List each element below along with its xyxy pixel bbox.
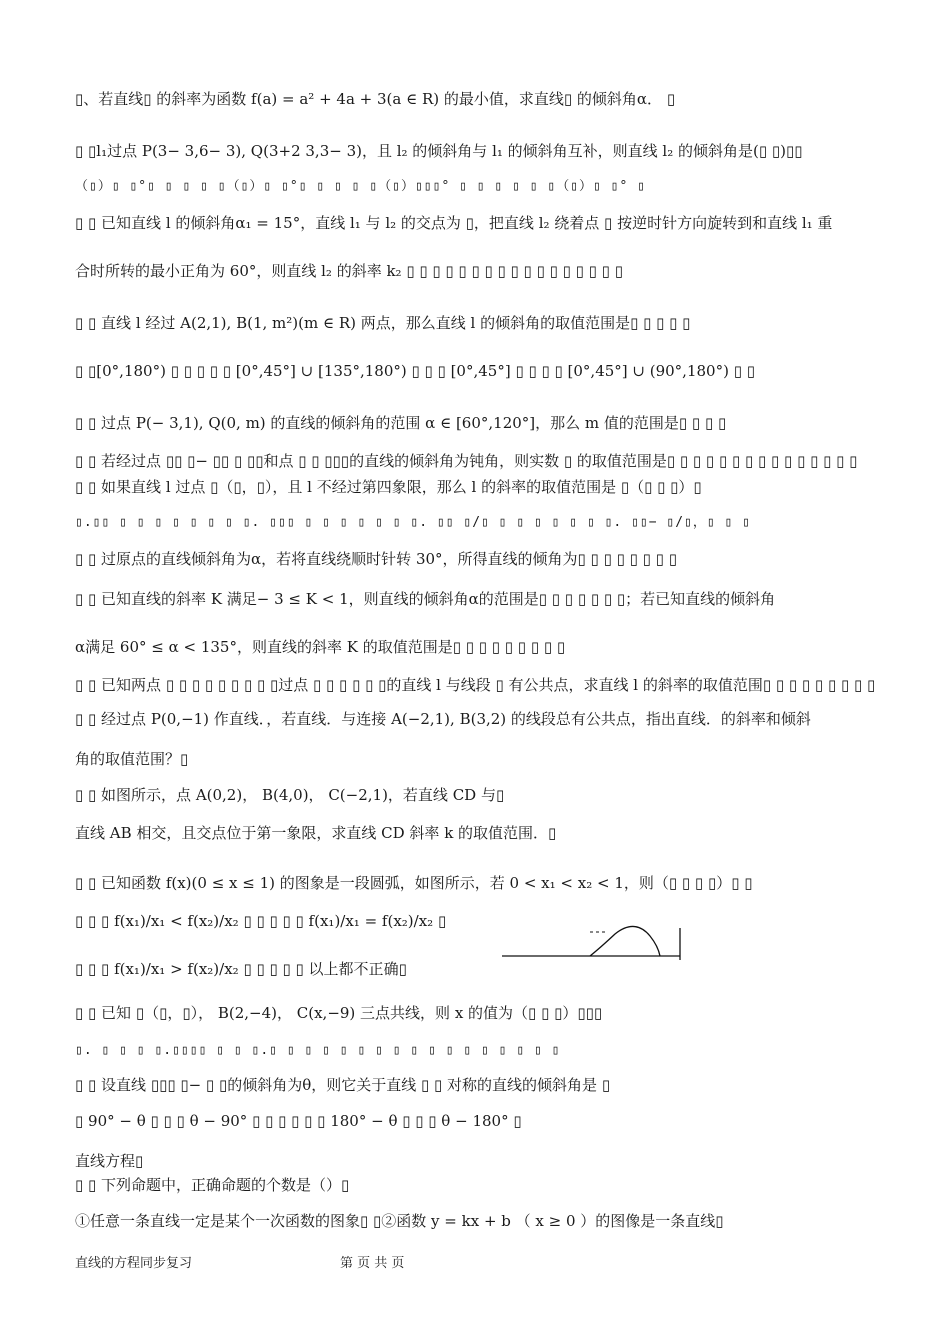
- text-line: ▯ ▯ 直线 l 经过 A(2,1), B(1, m²)(m ∈ R) 两点，那么直线 l 的倾斜角的取值范围是▯ ▯ ▯ ▯ ▯: [75, 314, 691, 332]
- text-line: ▯ ▯ 过点 P(− 3,1), Q(0, m) 的直线的倾斜角的范围 α ∈ [60°,120°]，那么 m 值的范围是▯ ▯ ▯ ▯: [75, 414, 727, 432]
- footer-title: 直线的方程同步复习: [75, 1256, 193, 1271]
- text-line: ▯ ▯l₁过点 P(3− 3,6− 3), Q(3+2 3,3− 3)，且 l₂ 的倾斜角与 l₁ 的倾斜角互补，则直线 l₂ 的倾斜角是(▯ ▯)▯▯: [75, 142, 803, 160]
- arc-curve: [590, 926, 660, 956]
- text-line: ▯ ▯ 过原点的直线倾斜角为α，若将直线绕顺时针转 30°，所得直线的倾角为▯ ▯ ▯ ▯ ▯ ▯ ▯ ▯: [75, 550, 677, 568]
- text-line: ▯、若直线▯ 的斜率为函数 f(a) = a² + 4a + 3(a ∈ R) 的最小值，求直线▯ 的倾斜角α． ▯: [75, 90, 676, 108]
- circular-arc-figure: [500, 918, 690, 968]
- text-line: ▯ ▯ 若经过点 ▯▯ ▯− ▯▯ ▯ ▯▯和点 ▯ ▯ ▯▯▯的直线的倾斜角为钝角，则实数 ▯ 的取值范围是▯ ▯ ▯ ▯ ▯ ▯ ▯ ▯ ▯ ▯ ▯ ▯ ▯ ▯ ▯: [75, 452, 858, 470]
- text-line: ▯ 90° − θ ▯ ▯ ▯ θ − 90° ▯ ▯ ▯ ▯ ▯ ▯ 180° − θ ▯ ▯ ▯ θ − 180° ▯: [75, 1112, 522, 1130]
- text-line: ▯ ▯ ▯ f(x₁)/x₁ < f(x₂)/x₂ ▯ ▯ ▯ ▯ ▯ f(x₁)/x₁ = f(x₂)/x₂ ▯: [75, 912, 447, 930]
- text-line: ▯.▯▯ ▯ ▯ ▯ ▯ ▯ ▯ ▯ ▯. ▯▯▯ ▯ ▯ ▯ ▯ ▯ ▯ ▯. ▯▯ ▯/▯ ▯ ▯ ▯ ▯ ▯ ▯ ▯. ▯▯− ▯/▯，▯ ▯ ▯: [75, 515, 751, 530]
- text-line: ▯ ▯ 已知 ▯（▯，▯）， B(2,−4)， C(x,−9) 三点共线，则 x 的值为（▯ ▯ ▯）▯▯▯: [75, 1004, 603, 1022]
- text-line: ▯ ▯ 已知函数 f(x)(0 ≤ x ≤ 1) 的图象是一段圆弧，如图所示，若 0 < x₁ < x₂ < 1，则（▯ ▯ ▯ ▯）▯ ▯: [75, 874, 753, 892]
- section-heading: 直线方程▯: [75, 1152, 144, 1170]
- text-line: 合时所转的最小正角为 60°，则直线 l₂ 的斜率 k₂ ▯ ▯ ▯ ▯ ▯ ▯ ▯ ▯ ▯ ▯ ▯ ▯ ▯ ▯ ▯ ▯ ▯: [75, 262, 623, 280]
- text-line: α满足 60° ≤ α < 135°，则直线的斜率 K 的取值范围是▯ ▯ ▯ ▯ ▯ ▯ ▯ ▯ ▯: [75, 638, 566, 656]
- text-line: ▯ ▯ 设直线 ▯▯▯ ▯− ▯ ▯的倾斜角为θ，则它关于直线 ▯ ▯ 对称的直线的倾斜角是 ▯: [75, 1076, 611, 1094]
- text-line: ▯ ▯ 已知直线 l 的倾斜角α₁ = 15°，直线 l₁ 与 l₂ 的交点为 ▯，把直线 l₂ 绕着点 ▯ 按逆时针方向旋转到和直线 l₁ 重: [75, 214, 833, 232]
- text-line: ①任意一条直线一定是某个一次函数的图象▯ ▯②函数 y = kx + b （ x ≥ 0 ）的图像是一条直线▯: [75, 1212, 724, 1230]
- text-line: ▯ ▯ 经过点 P(0,−1) 作直线．，若直线．与连接 A(−2,1), B(3,2) 的线段总有公共点，指出直线．的斜率和倾斜: [75, 710, 811, 728]
- text-line: ▯ ▯ 如果直线 l 过点 ▯（▯，▯），且 l 不经过第四象限，那么 l 的斜率的取值范围是 ▯（▯ ▯ ▯）▯: [75, 478, 702, 496]
- text-line: ▯. ▯ ▯ ▯ ▯.▯▯▯▯ ▯ ▯ ▯.▯ ▯ ▯ ▯ ▯ ▯ ▯ ▯ ▯ ▯ ▯ ▯ ▯ ▯ ▯ ▯ ▯: [75, 1043, 561, 1058]
- text-line: （▯）▯ ▯°▯ ▯ ▯ ▯ ▯（▯）▯ ▯°▯ ▯ ▯ ▯ ▯（▯）▯▯▯° ▯ ▯ ▯ ▯ ▯ ▯（▯）▯ ▯° ▯: [75, 179, 646, 194]
- text-line: ▯ ▯ 已知直线的斜率 K 满足− 3 ≤ K < 1，则直线的倾斜角α的范围是▯ ▯ ▯ ▯ ▯ ▯ ▯；若已知直线的倾斜角: [75, 590, 776, 608]
- text-line: ▯ ▯ 如图所示，点 A(0,2)， B(4,0)， C(−2,1)，若直线 CD 与▯: [75, 786, 505, 804]
- text-line: ▯ ▯ 下列命题中，正确命题的个数是（）▯: [75, 1176, 350, 1194]
- text-line: ▯ ▯[0°,180°) ▯ ▯ ▯ ▯ ▯ [0°,45°] ∪ [135°,180°) ▯ ▯ ▯ [0°,45°] ▯ ▯ ▯ ▯ [0°,45°] ∪ (90°,180°) ▯ ▯: [75, 362, 755, 380]
- text-line: ▯ ▯ 已知两点 ▯ ▯ ▯ ▯ ▯ ▯ ▯ ▯ ▯过点 ▯ ▯ ▯ ▯ ▯ ▯的直线 l 与线段 ▯ 有公共点，求直线 l 的斜率的取值范围▯ ▯ ▯ ▯ ▯ ▯ ▯ ▯ ▯: [75, 676, 876, 694]
- text-line: 角的取值范围？▯: [75, 750, 189, 768]
- text-line: 直线 AB 相交，且交点位于第一象限，求直线 CD 斜率 k 的取值范围．▯: [75, 824, 557, 842]
- text-line: ▯ ▯ ▯ f(x₁)/x₁ > f(x₂)/x₂ ▯ ▯ ▯ ▯ ▯ 以上都不正确▯: [75, 960, 407, 978]
- footer-page-number: 第 页 共 页: [340, 1256, 405, 1271]
